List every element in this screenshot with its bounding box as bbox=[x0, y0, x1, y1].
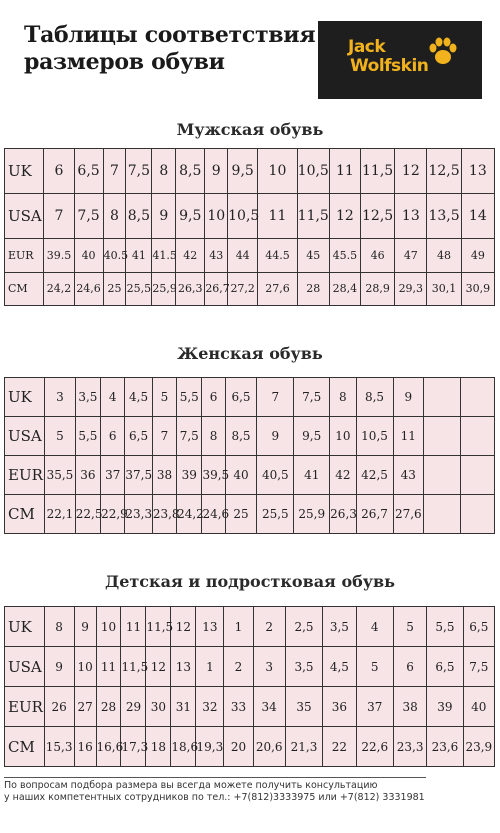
size-cell: 5 bbox=[393, 607, 426, 647]
row-label: EUR bbox=[5, 687, 45, 727]
brand-logo-line-1: Jack bbox=[348, 37, 386, 57]
row-label: CM bbox=[5, 727, 45, 767]
size-cell: 23,9 bbox=[463, 727, 494, 767]
size-cell: 42,5 bbox=[356, 456, 393, 495]
size-cell: 44.5 bbox=[258, 239, 297, 272]
size-cell: 25,9 bbox=[152, 272, 176, 305]
size-cell: 38 bbox=[152, 456, 176, 495]
size-cell: 49 bbox=[461, 239, 494, 272]
size-cell: 10 bbox=[330, 417, 356, 456]
men-row-uk bbox=[5, 149, 495, 194]
size-cell: 41.5 bbox=[152, 239, 176, 272]
size-cell: 11,5 bbox=[146, 607, 171, 647]
women-row-uk bbox=[5, 378, 495, 417]
size-cell: 42 bbox=[176, 239, 205, 272]
size-cell: 9 bbox=[393, 378, 424, 417]
size-cell bbox=[424, 456, 461, 495]
size-cell: 13 bbox=[196, 607, 224, 647]
size-cell: 28,9 bbox=[360, 272, 394, 305]
size-cell bbox=[461, 456, 495, 495]
size-cell: 37 bbox=[101, 456, 125, 495]
page-title-line-1: Таблицы соответствия bbox=[24, 22, 316, 48]
size-cell: 13 bbox=[461, 149, 494, 194]
size-cell: 3,5 bbox=[75, 378, 100, 417]
size-cell: 6 bbox=[202, 378, 225, 417]
size-cell: 14 bbox=[461, 194, 494, 239]
size-cell: 9,5 bbox=[228, 149, 258, 194]
size-cell: 37,5 bbox=[125, 456, 152, 495]
size-cell: 7,5 bbox=[294, 378, 330, 417]
size-cell: 11 bbox=[329, 149, 360, 194]
size-cell: 43 bbox=[205, 239, 228, 272]
women-row-eur bbox=[5, 456, 495, 495]
kids-size-table bbox=[4, 606, 495, 767]
size-cell: 45 bbox=[297, 239, 329, 272]
kids-row-uk bbox=[5, 607, 495, 647]
size-cell: 1 bbox=[196, 647, 224, 687]
size-cell: 11 bbox=[121, 607, 146, 647]
size-cell: 26,3 bbox=[176, 272, 205, 305]
size-cell: 6,5 bbox=[463, 607, 494, 647]
row-label: EUR bbox=[5, 239, 44, 272]
size-cell: 7,5 bbox=[74, 194, 103, 239]
size-cell: 10 bbox=[258, 149, 297, 194]
size-cell: 22 bbox=[323, 727, 356, 767]
size-cell: 25 bbox=[225, 495, 257, 534]
size-cell: 6 bbox=[101, 417, 125, 456]
size-cell: 40 bbox=[225, 456, 257, 495]
size-cell: 3 bbox=[253, 647, 285, 687]
size-cell: 45.5 bbox=[329, 239, 360, 272]
size-cell: 24,2 bbox=[177, 495, 202, 534]
row-label: UK bbox=[5, 378, 45, 417]
brand-logo-line-2: Wolfskin bbox=[350, 56, 429, 76]
size-cell: 46 bbox=[360, 239, 394, 272]
size-cell: 26,7 bbox=[356, 495, 393, 534]
page-title bbox=[24, 22, 314, 76]
size-cell: 5,5 bbox=[427, 607, 463, 647]
size-cell: 26,3 bbox=[330, 495, 356, 534]
size-cell: 11 bbox=[96, 647, 121, 687]
men-row-eur bbox=[5, 239, 495, 272]
size-cell: 10,5 bbox=[228, 194, 258, 239]
size-cell: 4 bbox=[356, 607, 393, 647]
size-cell: 12 bbox=[395, 149, 427, 194]
size-cell: 9,5 bbox=[294, 417, 330, 456]
size-cell: 36 bbox=[75, 456, 100, 495]
size-cell bbox=[461, 495, 495, 534]
size-cell: 11 bbox=[393, 417, 424, 456]
size-cell: 22,9 bbox=[101, 495, 125, 534]
men-heading: Мужская обувь bbox=[176, 120, 324, 139]
size-cell: 5,5 bbox=[177, 378, 202, 417]
size-cell: 12 bbox=[146, 647, 171, 687]
size-cell: 6,5 bbox=[74, 149, 103, 194]
size-cell: 10,5 bbox=[297, 149, 329, 194]
women-heading: Женская обувь bbox=[177, 344, 323, 363]
size-cell: 24,6 bbox=[202, 495, 225, 534]
paw-icon bbox=[426, 35, 460, 69]
kids-row-cm bbox=[5, 727, 495, 767]
size-cell: 21,3 bbox=[285, 727, 322, 767]
size-cell: 44 bbox=[228, 239, 258, 272]
size-cell: 25 bbox=[103, 272, 126, 305]
size-cell: 7 bbox=[44, 194, 74, 239]
size-cell: 2,5 bbox=[285, 607, 322, 647]
size-cell: 8 bbox=[202, 417, 225, 456]
size-cell: 8 bbox=[330, 378, 356, 417]
men-size-table bbox=[4, 148, 495, 306]
kids-heading: Детская и подростковая обувь bbox=[104, 572, 396, 591]
size-cell: 4,5 bbox=[323, 647, 356, 687]
row-label: USA bbox=[5, 417, 45, 456]
row-label: UK bbox=[5, 149, 44, 194]
size-cell: 42 bbox=[330, 456, 356, 495]
size-cell: 12 bbox=[171, 607, 196, 647]
size-cell: 43 bbox=[393, 456, 424, 495]
size-cell: 9 bbox=[257, 417, 294, 456]
size-cell: 3,5 bbox=[285, 647, 322, 687]
size-cell: 34 bbox=[253, 687, 285, 727]
brand-logo bbox=[318, 21, 482, 99]
size-cell: 25,9 bbox=[294, 495, 330, 534]
size-cell: 28 bbox=[297, 272, 329, 305]
size-cell: 22,5 bbox=[75, 495, 100, 534]
size-cell: 33 bbox=[224, 687, 253, 727]
size-cell: 8,5 bbox=[225, 417, 257, 456]
size-cell: 41 bbox=[126, 239, 152, 272]
size-cell: 39 bbox=[427, 687, 463, 727]
size-cell: 27,2 bbox=[228, 272, 258, 305]
size-cell: 10,5 bbox=[356, 417, 393, 456]
size-cell bbox=[424, 378, 461, 417]
size-cell: 5 bbox=[152, 378, 176, 417]
size-cell: 7 bbox=[103, 149, 126, 194]
size-cell: 2 bbox=[224, 647, 253, 687]
size-cell: 13 bbox=[171, 647, 196, 687]
size-cell: 35 bbox=[285, 687, 322, 727]
size-cell: 40,5 bbox=[257, 456, 294, 495]
size-cell: 12,5 bbox=[427, 149, 461, 194]
size-cell: 3 bbox=[45, 378, 76, 417]
size-cell: 9 bbox=[74, 607, 96, 647]
size-cell: 40 bbox=[74, 239, 103, 272]
size-cell: 29,3 bbox=[395, 272, 427, 305]
size-cell: 12 bbox=[329, 194, 360, 239]
size-cell: 30,1 bbox=[427, 272, 461, 305]
size-cell: 25,5 bbox=[257, 495, 294, 534]
size-cell: 27 bbox=[74, 687, 96, 727]
size-cell: 8,5 bbox=[176, 149, 205, 194]
size-cell: 5 bbox=[45, 417, 76, 456]
size-cell: 4,5 bbox=[125, 378, 152, 417]
footer-line-1: По вопросам подбора размера вы всегда можете получить консультацию bbox=[4, 780, 378, 791]
size-cell: 41 bbox=[294, 456, 330, 495]
size-cell: 8,5 bbox=[126, 194, 152, 239]
size-cell: 40.5 bbox=[103, 239, 126, 272]
size-cell: 40 bbox=[463, 687, 494, 727]
kids-row-usa bbox=[5, 647, 495, 687]
women-row-cm bbox=[5, 495, 495, 534]
size-cell: 10 bbox=[96, 607, 121, 647]
row-label: CM bbox=[5, 495, 45, 534]
size-cell: 11,5 bbox=[360, 149, 394, 194]
size-cell: 26 bbox=[44, 687, 74, 727]
size-cell: 37 bbox=[356, 687, 393, 727]
size-cell: 10 bbox=[74, 647, 96, 687]
size-cell: 10 bbox=[205, 194, 228, 239]
size-cell: 6 bbox=[393, 647, 426, 687]
size-cell: 39 bbox=[177, 456, 202, 495]
size-cell bbox=[461, 417, 495, 456]
size-cell: 13,5 bbox=[427, 194, 461, 239]
footer-divider bbox=[4, 777, 426, 778]
size-cell: 27,6 bbox=[258, 272, 297, 305]
men-row-cm bbox=[5, 272, 495, 305]
size-cell: 18,6 bbox=[171, 727, 196, 767]
size-cell: 7 bbox=[257, 378, 294, 417]
page-title-line-2: размеров обуви bbox=[24, 49, 225, 75]
size-cell: 23,3 bbox=[393, 727, 426, 767]
size-cell: 15,3 bbox=[44, 727, 74, 767]
size-cell: 12,5 bbox=[360, 194, 394, 239]
size-cell: 13 bbox=[395, 194, 427, 239]
size-cell: 1 bbox=[224, 607, 253, 647]
size-cell: 18 bbox=[146, 727, 171, 767]
men-row-usa bbox=[5, 194, 495, 239]
size-cell: 23,8 bbox=[152, 495, 176, 534]
size-cell bbox=[461, 378, 495, 417]
size-cell bbox=[424, 495, 461, 534]
size-cell: 6,5 bbox=[125, 417, 152, 456]
size-cell: 6,5 bbox=[427, 647, 463, 687]
size-cell: 16,6 bbox=[96, 727, 121, 767]
row-label: CM bbox=[5, 272, 44, 305]
size-cell: 8 bbox=[44, 607, 74, 647]
size-cell: 7,5 bbox=[126, 149, 152, 194]
size-cell: 9 bbox=[44, 647, 74, 687]
size-cell: 26,7 bbox=[205, 272, 228, 305]
size-cell: 38 bbox=[393, 687, 426, 727]
size-cell: 39.5 bbox=[44, 239, 74, 272]
size-cell: 47 bbox=[395, 239, 427, 272]
size-cell: 29 bbox=[121, 687, 146, 727]
size-cell: 48 bbox=[427, 239, 461, 272]
size-cell: 2 bbox=[253, 607, 285, 647]
size-cell: 5 bbox=[356, 647, 393, 687]
size-cell: 6 bbox=[44, 149, 74, 194]
size-cell: 11 bbox=[258, 194, 297, 239]
row-label: EUR bbox=[5, 456, 45, 495]
size-cell: 22,1 bbox=[45, 495, 76, 534]
size-cell: 20,6 bbox=[253, 727, 285, 767]
size-cell: 16 bbox=[74, 727, 96, 767]
size-cell: 28 bbox=[96, 687, 121, 727]
size-cell: 32 bbox=[196, 687, 224, 727]
row-label: USA bbox=[5, 194, 44, 239]
footer-line-2: у наших компетентных сотрудников по тел.: +7(812)3333975 или +7(812) 3331981 bbox=[4, 792, 425, 803]
size-cell: 30,9 bbox=[461, 272, 494, 305]
row-label: UK bbox=[5, 607, 45, 647]
size-cell: 24,2 bbox=[44, 272, 74, 305]
row-label: USA bbox=[5, 647, 45, 687]
size-cell: 7,5 bbox=[463, 647, 494, 687]
size-cell: 23,6 bbox=[427, 727, 463, 767]
size-cell: 8,5 bbox=[356, 378, 393, 417]
size-cell: 39,5 bbox=[202, 456, 225, 495]
size-cell bbox=[424, 417, 461, 456]
size-cell: 7 bbox=[152, 417, 176, 456]
size-cell: 9,5 bbox=[176, 194, 205, 239]
size-cell: 4 bbox=[101, 378, 125, 417]
size-cell: 6,5 bbox=[225, 378, 257, 417]
size-cell: 36 bbox=[323, 687, 356, 727]
footer-note bbox=[4, 780, 494, 804]
size-cell: 9 bbox=[152, 194, 176, 239]
size-cell: 17,3 bbox=[121, 727, 146, 767]
size-cell: 9 bbox=[205, 149, 228, 194]
size-cell: 35,5 bbox=[45, 456, 76, 495]
size-cell: 23,3 bbox=[125, 495, 152, 534]
size-cell: 11,5 bbox=[297, 194, 329, 239]
size-cell: 24,6 bbox=[74, 272, 103, 305]
size-cell: 8 bbox=[103, 194, 126, 239]
size-cell: 27,6 bbox=[393, 495, 424, 534]
size-cell: 8 bbox=[152, 149, 176, 194]
size-cell: 30 bbox=[146, 687, 171, 727]
size-cell: 19,3 bbox=[196, 727, 224, 767]
size-cell: 25,5 bbox=[126, 272, 152, 305]
size-cell: 5,5 bbox=[75, 417, 100, 456]
size-cell: 11,5 bbox=[121, 647, 146, 687]
women-row-usa bbox=[5, 417, 495, 456]
size-cell: 31 bbox=[171, 687, 196, 727]
size-cell: 3,5 bbox=[323, 607, 356, 647]
size-cell: 7,5 bbox=[177, 417, 202, 456]
size-cell: 22,6 bbox=[356, 727, 393, 767]
size-cell: 28,4 bbox=[329, 272, 360, 305]
kids-row-eur bbox=[5, 687, 495, 727]
brand-logo-text bbox=[348, 38, 428, 76]
size-cell: 20 bbox=[224, 727, 253, 767]
women-size-table bbox=[4, 377, 495, 534]
